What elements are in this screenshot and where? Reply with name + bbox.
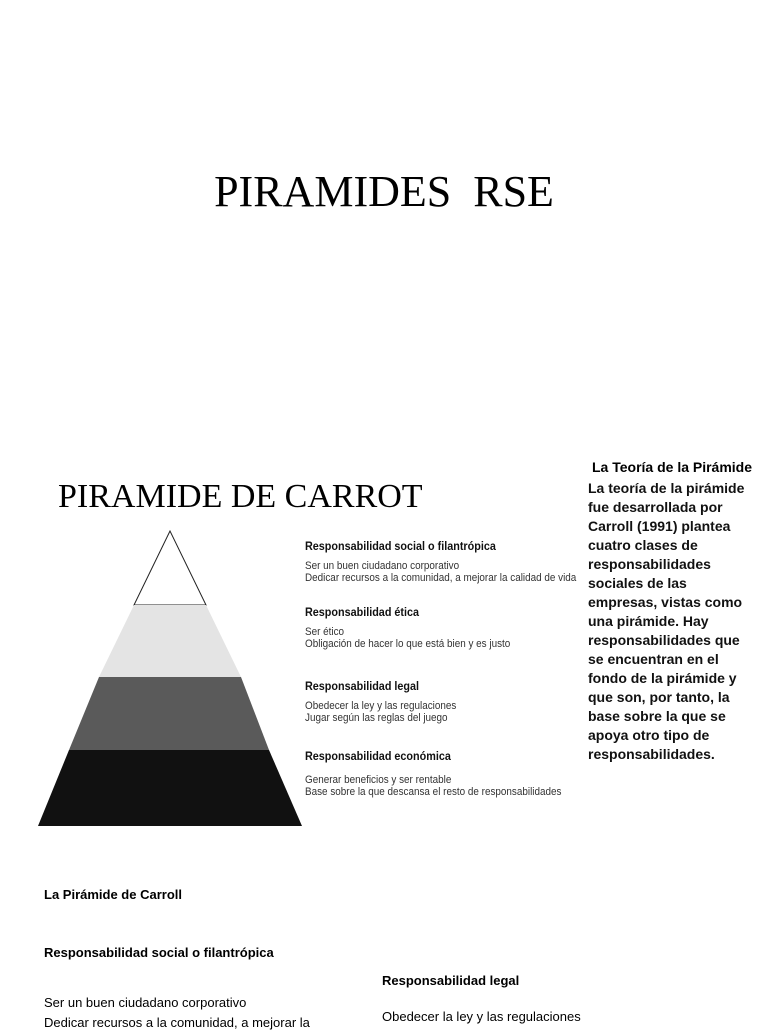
legend-line: Dedicar recursos a la comunidad, a mejorar la calidad de vida: [305, 572, 577, 584]
legend-social: [305, 538, 576, 584]
bottom-legal-line: Obedecer la ley y las regulaciones: [382, 1009, 581, 1024]
bottom-heading: La Pirámide de Carroll: [44, 887, 182, 902]
legend-heading: Responsabilidad legal: [305, 679, 420, 693]
legend-line: Base sobre la que descansa el resto de responsabilidades: [305, 786, 562, 798]
bottom-social-heading: Responsabilidad social o filantrópica: [44, 945, 274, 960]
legend-line: Obligación de hacer lo que está bien y es justo: [305, 638, 511, 650]
pyramid-tier-ethical: [99, 605, 241, 677]
legend-line: Ser un buen ciudadano corporativo: [305, 560, 460, 572]
sidebar-heading: La Teoría de la Pirámide: [592, 459, 753, 475]
bottom-legal-heading: Responsabilidad legal: [382, 973, 520, 988]
pyramid-title: PIRAMIDE DE CARROT: [58, 478, 423, 515]
bottom-social-line: Ser un buen ciudadano corporativo: [44, 995, 247, 1010]
pyramid-diagram: [36, 528, 304, 830]
pyramid-tier-legal: [69, 677, 269, 750]
legend-economic: [305, 748, 561, 798]
legend-line: Jugar según las reglas del juego: [305, 712, 448, 724]
bottom-social-line: Dedicar recursos a la comunidad, a mejorar la: [44, 1015, 310, 1030]
page-title: PIRAMIDES RSE: [214, 167, 554, 216]
pyramid-tier-social: [134, 531, 206, 605]
legend-heading: Responsabilidad económica: [305, 749, 451, 763]
legend-ethical: [305, 604, 510, 650]
pyramid-tier-economic: [38, 750, 302, 826]
theory-sidebar: [588, 458, 758, 764]
legend-heading: Responsabilidad ética: [305, 605, 420, 619]
legend-legal: [305, 678, 456, 724]
sidebar-body: La teoría de la pirámide fue desarrollada por Carroll (1991) plantea cuatro clases de responsabilidades sociales de las empresas, vistas como una pirámide. Hay responsabilidades que se encuentran en el fondo de la pirámide y que son, por tanto, la base sobre la que se apoya otro tipo de responsabilidades.: [588, 480, 745, 762]
legend-line: Ser ético: [305, 626, 345, 638]
pyramid-legend: [305, 536, 577, 806]
legend-heading: Responsabilidad social o filantrópica: [305, 539, 496, 553]
legend-line: Obedecer la ley y las regulaciones: [305, 700, 457, 712]
legend-line: Generar beneficios y ser rentable: [305, 774, 452, 786]
